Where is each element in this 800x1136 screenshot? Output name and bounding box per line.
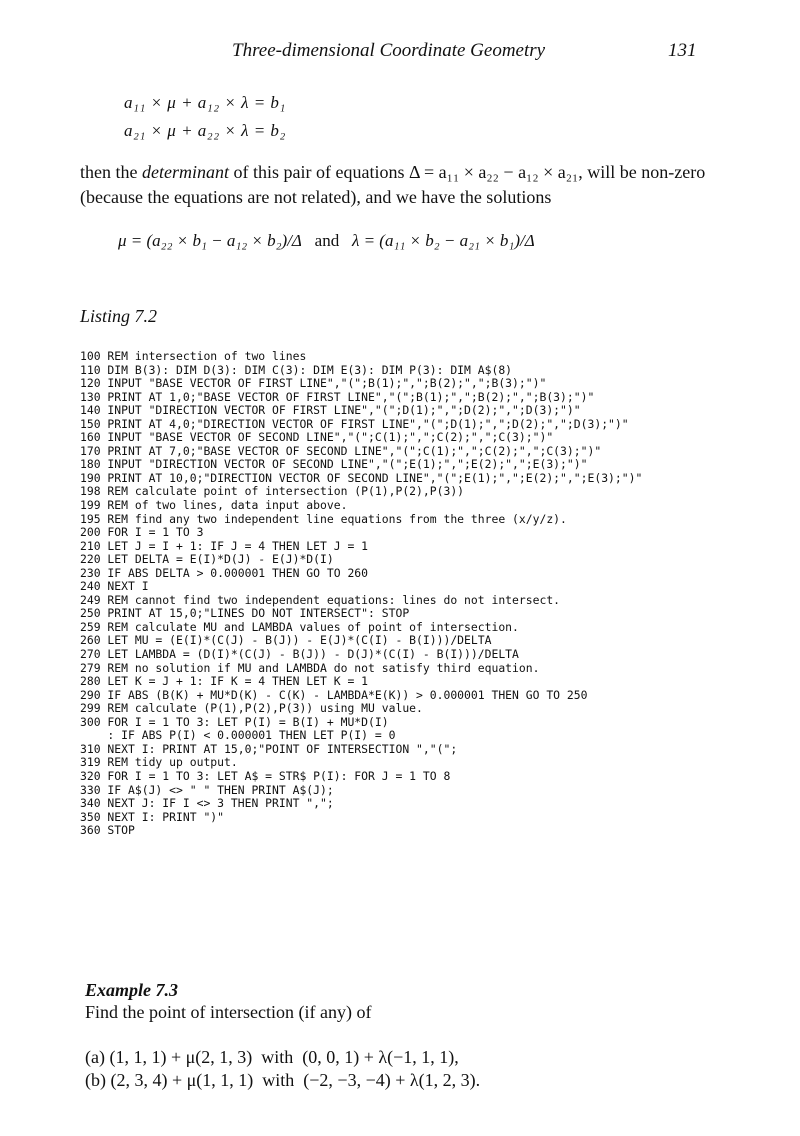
code-line: 220 LET DELTA = E(I)*D(J) - E(J)*D(I) xyxy=(80,552,334,567)
example-title: Example 7.3 xyxy=(85,980,178,1000)
solution-and: and xyxy=(314,231,340,250)
code-line: 290 IF ABS (B(K) + MU*D(K) - C(K) - LAMBDA*E(K)) > 0.000001 THEN GO TO 250 xyxy=(80,687,588,702)
example-prompt: Find the point of intersection (if any) of xyxy=(85,1002,372,1022)
code-line: 198 REM calculate point of intersection (P(1),P(2),P(3)) xyxy=(80,484,465,499)
code-line: 190 PRINT AT 10,0;"DIRECTION VECTOR OF SECOND LINE","(";E(1);",";E(2);",";E(3);")" xyxy=(80,470,643,485)
solution-lambda: λ = (a₁₁ × b₂ − a₂₁ × b₁)/Δ xyxy=(351,231,535,250)
code-line: 330 IF A$(J) <> " " THEN PRINT A$(J); xyxy=(80,782,334,797)
paragraph-term-determinant: determinant xyxy=(141,162,229,182)
code-line: 280 LET K = J + 1: IF K = 4 THEN LET K = 1 xyxy=(80,674,369,689)
code-line: 249 REM cannot find two independent equations: lines do not intersect. xyxy=(80,592,561,607)
running-title: Three-dimensional Coordinate Geometry xyxy=(232,40,546,61)
code-line: 110 DIM B(3): DIM D(3): DIM C(3): DIM E(3): DIM P(3): DIM A$(8) xyxy=(80,362,513,377)
code-line: 160 INPUT "BASE VECTOR OF SECOND LINE","(";C(1);",";C(2);",";C(3);")" xyxy=(80,430,554,445)
code-line: 259 REM calculate MU and LAMBDA values of point of intersection. xyxy=(80,619,519,634)
code-line: 300 FOR I = 1 TO 3: LET P(I) = B(I) + MU*D(I) xyxy=(80,714,389,729)
code-line: 210 LET J = I + 1: IF J = 4 THEN LET J = 1 xyxy=(80,538,369,553)
code-line: 230 IF ABS DELTA > 0.000001 THEN GO TO 260 xyxy=(80,565,369,580)
code-line: 150 PRINT AT 4,0;"DIRECTION VECTOR OF FIRST LINE","(";D(1);",";D(2);",";D(3);")" xyxy=(80,416,629,431)
listing-title: Listing 7.2 xyxy=(80,306,158,326)
code-line: 299 REM calculate (P(1),P(2),P(3)) using MU value. xyxy=(80,701,423,716)
paragraph-text-before: then the xyxy=(80,162,142,182)
code-line: 170 PRINT AT 7,0;"BASE VECTOR OF SECOND LINE","(";C(1);",";C(2);",";C(3);")" xyxy=(80,443,602,458)
code-line: 360 STOP xyxy=(80,823,135,838)
code-line: 195 REM find any two independent line equations from the three (x/y/z). xyxy=(80,511,567,526)
code-line: 130 PRINT AT 1,0;"BASE VECTOR OF FIRST LINE","(";B(1);",";B(2);",";B(3);")" xyxy=(80,389,595,404)
code-line: : IF ABS P(I) < 0.000001 THEN LET P(I) = 0 xyxy=(80,728,396,743)
code-line: 199 REM of two lines, data input above. xyxy=(80,498,348,513)
code-line: 100 REM intersection of two lines xyxy=(80,349,307,363)
equation-1: a₁₁ × μ + a₁₂ × λ = b₁ xyxy=(124,93,286,112)
code-line: 180 INPUT "DIRECTION VECTOR OF SECOND LINE","(";E(1);",";E(2);",";E(3);")" xyxy=(80,457,588,472)
code-line: 260 LET MU = (E(I)*(C(J) - B(J)) - E(J)*(C(I) - B(I)))/DELTA xyxy=(80,633,492,648)
determinant-paragraph xyxy=(80,160,720,210)
page-number: 131 xyxy=(668,40,697,61)
equation-2: a₂₁ × μ + a₂₂ × λ = b₂ xyxy=(124,121,286,140)
code-line: 319 REM tidy up output. xyxy=(80,755,238,770)
example-case-a: (a) (1, 1, 1) + μ(2, 1, 3) with (0, 0, 1) + λ(−1, 1, 1), xyxy=(85,1047,459,1067)
paragraph-text-after: of this pair of equations Δ = a₁₁ × a₂₂ − a₁₂ × a₂₁, will be non-zero (because the equations are not related), and we have the solutions xyxy=(80,162,706,207)
code-line: 270 LET LAMBDA = (D(I)*(C(J) - B(J)) - D(J)*(C(I) - B(I)))/DELTA xyxy=(80,647,519,662)
page-header xyxy=(0,40,800,66)
code-line: 120 INPUT "BASE VECTOR OF FIRST LINE","(";B(1);",";B(2);",";B(3);")" xyxy=(80,376,547,391)
example-case-b: (b) (2, 3, 4) + μ(1, 1, 1) with (−2, −3, −4) + λ(1, 2, 3). xyxy=(85,1070,481,1090)
code-line: 140 INPUT "DIRECTION VECTOR OF FIRST LINE","(";D(1);",";D(2);",";D(3);")" xyxy=(80,403,581,418)
code-line: 240 NEXT I xyxy=(80,579,149,594)
code-listing xyxy=(80,350,790,838)
solutions-formula xyxy=(118,231,535,251)
code-line: 200 FOR I = 1 TO 3 xyxy=(80,525,204,540)
code-line: 310 NEXT I: PRINT AT 15,0;"POINT OF INTERSECTION ","("; xyxy=(80,741,458,756)
code-line: 279 REM no solution if MU and LAMBDA do not satisfy third equation. xyxy=(80,660,540,675)
code-line: 250 PRINT AT 15,0;"LINES DO NOT INTERSECT": STOP xyxy=(80,606,410,621)
code-line: 340 NEXT J: IF I <> 3 THEN PRINT ","; xyxy=(80,796,334,811)
solution-mu: μ = (a₂₂ × b₁ − a₁₂ × b₂)/Δ xyxy=(118,231,302,250)
code-line: 320 FOR I = 1 TO 3: LET A$ = STR$ P(I): FOR J = 1 TO 8 xyxy=(80,768,451,783)
code-line: 350 NEXT I: PRINT ")" xyxy=(80,809,225,824)
